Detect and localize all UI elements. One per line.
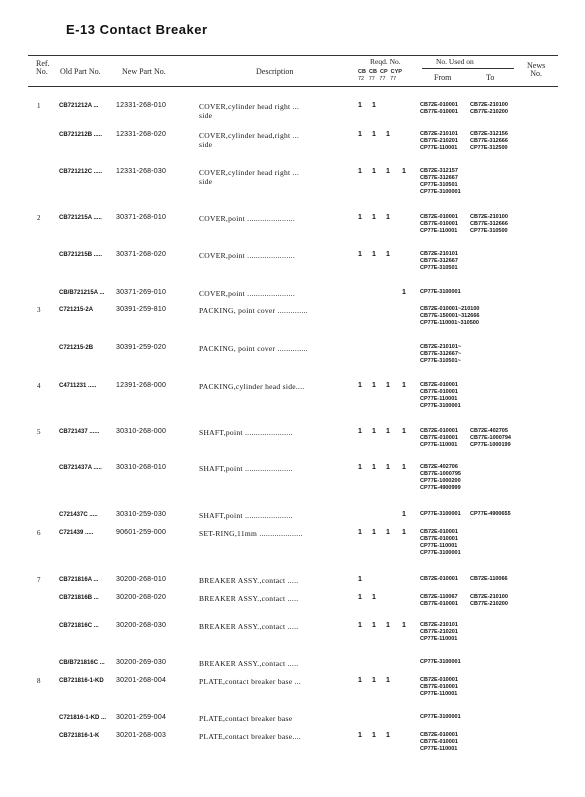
required-qty: 1: [372, 251, 376, 258]
new-part-number: 30201-259-004: [116, 714, 167, 721]
new-part-number: 30201-268-004: [116, 677, 167, 684]
required-qty: 1: [372, 594, 376, 601]
old-part-number: CB721816-1-K: [59, 733, 100, 739]
new-part-number: 12331-268-030: [116, 168, 167, 175]
required-qty: 1: [386, 428, 390, 435]
new-part-number: 30371-268-020: [116, 251, 167, 258]
required-qty: 1: [386, 168, 390, 175]
required-qty: 1: [402, 464, 406, 471]
used-to: CB72E-210100 CB77E-312666 CP77E-310500: [470, 214, 508, 234]
required-qty: 1: [372, 131, 376, 138]
new-part-number: 30310-268-010: [116, 464, 167, 471]
part-description: COVER,point ......................: [199, 251, 296, 260]
part-description: SHAFT,point ......................: [199, 511, 293, 520]
old-part-number: CB721215A .....: [59, 215, 102, 221]
required-qty: 1: [402, 168, 406, 175]
part-description: PLATE,contact breaker base: [199, 714, 293, 723]
required-qty: 1: [358, 428, 362, 435]
required-qty: 1: [358, 131, 362, 138]
used-from: CB72E-010001~210100 CB77E-150001~312666 CP77E-110001~310500: [420, 306, 480, 326]
new-part-number: 30200-269-030: [116, 659, 167, 666]
header-models-top: CB CB CP CYP: [358, 69, 402, 75]
new-part-number: 30310-259-030: [116, 511, 167, 518]
used-from: CP77E-3100001: [420, 511, 461, 517]
used-from: CP77E-3100001: [420, 289, 461, 295]
used-to: CB72E-210100 CB77E-210200: [470, 102, 508, 115]
used-from: CB72E-010001 CB77E-010001: [420, 102, 458, 115]
old-part-number: CB/B721215A ...: [59, 290, 105, 296]
old-part-number: C721215-2B: [59, 345, 94, 351]
used-from: CB72E-402706 CB77E-1000795 CP77E-1000200 CP77E-4900999: [420, 464, 461, 491]
required-qty: 1: [358, 594, 362, 601]
used-from: CB72E-010001 CB77E-010001 CP77E-110001: [420, 732, 458, 752]
new-part-number: 30310-268-000: [116, 428, 167, 435]
used-from: CP77E-3100001: [420, 659, 461, 665]
required-qty: 1: [358, 382, 362, 389]
used-from: CB72E-110067 CB77E-010001: [420, 594, 458, 607]
new-part-number: 30371-269-010: [116, 289, 167, 296]
new-part-number: 12391-268-000: [116, 382, 167, 389]
header-ref: Ref. No.: [36, 59, 50, 76]
required-qty: 1: [358, 529, 362, 536]
used-to: CB72E-402705 CB77E-1000794 CP77E-1000199: [470, 428, 511, 448]
used-to: CP77E-4900655: [470, 511, 511, 517]
old-part-number: C721215-2A: [59, 307, 94, 313]
part-description: BREAKER ASSY.,contact .....: [199, 576, 299, 585]
part-description: COVER,point ......................: [199, 214, 296, 223]
required-qty: 1: [402, 289, 406, 296]
part-description: COVER,cylinder head right ... side: [199, 168, 300, 186]
old-part-number: CB/B721816C ...: [59, 660, 105, 666]
required-qty: 1: [358, 251, 362, 258]
required-qty: 1: [358, 464, 362, 471]
used-to: CB72E-210100 CB77E-210200: [470, 594, 508, 607]
old-part-number: C721437C .....: [59, 512, 98, 518]
old-part-number: CB721212A ...: [59, 103, 99, 109]
new-part-number: 30200-268-030: [116, 622, 167, 629]
part-description: PLATE,contact breaker base....: [199, 732, 302, 741]
required-qty: 1: [358, 622, 362, 629]
required-qty: 1: [358, 102, 362, 109]
header-news: News No.: [527, 61, 546, 78]
required-qty: 1: [402, 511, 406, 518]
required-qty: 1: [386, 529, 390, 536]
required-qty: 1: [358, 732, 362, 739]
old-part-number: CB721816C ...: [59, 623, 99, 629]
required-qty: 1: [358, 576, 362, 583]
header-used-on: No. Used on: [436, 57, 474, 66]
required-qty: 1: [402, 382, 406, 389]
required-qty: 1: [372, 464, 376, 471]
part-description: PACKING,cylinder head side....: [199, 382, 305, 391]
required-qty: 1: [402, 622, 406, 629]
header-description: Description: [256, 67, 294, 76]
required-qty: 1: [386, 622, 390, 629]
page-title: E-13 Contact Breaker: [66, 22, 208, 37]
part-description: PACKING, point cover ..............: [199, 306, 308, 315]
required-qty: 1: [402, 529, 406, 536]
part-description: BREAKER ASSY.,contact .....: [199, 594, 299, 603]
old-part-number: C4711231 .....: [59, 383, 97, 389]
old-part-number: CB721212C .....: [59, 169, 103, 175]
header-to: To: [486, 73, 495, 82]
required-qty: 1: [386, 732, 390, 739]
header-sub-rule: [422, 68, 514, 69]
required-qty: 1: [372, 214, 376, 221]
required-qty: 1: [372, 382, 376, 389]
used-from: CB72E-312157 CB77E-312667 CP77E-310501 CP77E-3100001: [420, 168, 461, 195]
part-description: SHAFT,point ......................: [199, 464, 293, 473]
new-part-number: 30371-268-010: [116, 214, 167, 221]
used-from: CB72E-010001 CB77E-010001 CP77E-110001: [420, 428, 458, 448]
ref-number: 3: [37, 306, 41, 314]
ref-number: 5: [37, 428, 41, 436]
old-part-number: CB721816B ...: [59, 595, 99, 601]
required-qty: 1: [372, 677, 376, 684]
used-from: CB72E-210101 CB77E-210201 CP77E-110001: [420, 131, 458, 151]
required-qty: 1: [372, 529, 376, 536]
required-qty: 1: [358, 677, 362, 684]
new-part-number: 12331-268-010: [116, 102, 167, 109]
required-qty: 1: [386, 677, 390, 684]
new-part-number: 30200-268-020: [116, 594, 167, 601]
old-part-number: CB721816A ...: [59, 577, 99, 583]
required-qty: 1: [386, 382, 390, 389]
old-part-number: C721816-1-KD ...: [59, 715, 107, 721]
part-description: PLATE,contact breaker base ...: [199, 677, 302, 686]
old-part-number: CB721437 ......: [59, 429, 100, 435]
part-description: BREAKER ASSY.,contact .....: [199, 659, 299, 668]
part-description: SHAFT,point ......................: [199, 428, 293, 437]
required-qty: 1: [372, 622, 376, 629]
used-from: CB72E-210101~ CB77E-312667~ CP77E-310501~: [420, 344, 462, 364]
new-part-number: 12331-268-020: [116, 131, 167, 138]
used-to: CB72E-312156 CB77E-312666 CP77E-312500: [470, 131, 508, 151]
used-from: CB72E-210101 CB77E-312667 CP77E-310501: [420, 251, 458, 271]
part-description: PACKING, point cover ..............: [199, 344, 308, 353]
required-qty: 1: [386, 464, 390, 471]
part-description: COVER,cylinder head,right ... side: [199, 131, 300, 149]
new-part-number: 30391-259-020: [116, 344, 167, 351]
ref-number: 1: [37, 102, 41, 110]
used-from: CB72E-210101 CB77E-210201 CP77E-110001: [420, 622, 458, 642]
required-qty: 1: [372, 168, 376, 175]
used-to: CB72E-110066: [470, 576, 508, 582]
required-qty: 1: [358, 214, 362, 221]
required-qty: 1: [358, 168, 362, 175]
header-top-rule: [28, 55, 558, 56]
old-part-number: CB721437A .....: [59, 465, 102, 471]
part-description: BREAKER ASSY.,contact .....: [199, 622, 299, 631]
new-part-number: 90601-259-000: [116, 529, 167, 536]
ref-number: 4: [37, 382, 41, 390]
header-from: From: [434, 73, 452, 82]
ref-number: 2: [37, 214, 41, 222]
used-from: CB72E-010001 CB77E-010001 CP77E-110001: [420, 677, 458, 697]
old-part-number: CB721215B .....: [59, 252, 103, 258]
required-qty: 1: [372, 102, 376, 109]
old-part-number: C721439 .....: [59, 530, 94, 536]
required-qty: 1: [372, 732, 376, 739]
header-models-bottom: 72 77 77 77: [358, 76, 397, 82]
header-bottom-rule: [28, 86, 558, 87]
part-description: SET-RING,11mm ....................: [199, 529, 303, 538]
used-from: CB72E-010001: [420, 576, 458, 582]
required-qty: 1: [386, 214, 390, 221]
header-new-part: New Part No.: [122, 67, 166, 76]
required-qty: 1: [372, 428, 376, 435]
ref-number: 7: [37, 576, 41, 584]
old-part-number: CB721212B .....: [59, 132, 103, 138]
ref-number: 8: [37, 677, 41, 685]
used-from: CB72E-010001 CB77E-010001 CP77E-110001: [420, 214, 458, 234]
required-qty: 1: [402, 428, 406, 435]
used-from: CP77E-3100001: [420, 714, 461, 720]
part-description: COVER,cylinder head right ... side: [199, 102, 300, 120]
new-part-number: 30391-259-810: [116, 306, 167, 313]
part-description: COVER,point ......................: [199, 289, 296, 298]
new-part-number: 30200-268-010: [116, 576, 167, 583]
new-part-number: 30201-268-003: [116, 732, 167, 739]
required-qty: 1: [386, 251, 390, 258]
used-from: CB72E-010001 CB77E-010001 CP77E-110001 CP77E-3100001: [420, 382, 461, 409]
used-from: CB72E-010001 CB77E-010001 CP77E-110001 CP77E-3100001: [420, 529, 461, 556]
ref-number: 6: [37, 529, 41, 537]
old-part-number: CB721816-1-KD: [59, 678, 104, 684]
header-reqd: Reqd. No.: [370, 57, 401, 66]
required-qty: 1: [386, 131, 390, 138]
header-old-part: Old Part No.: [60, 67, 101, 76]
